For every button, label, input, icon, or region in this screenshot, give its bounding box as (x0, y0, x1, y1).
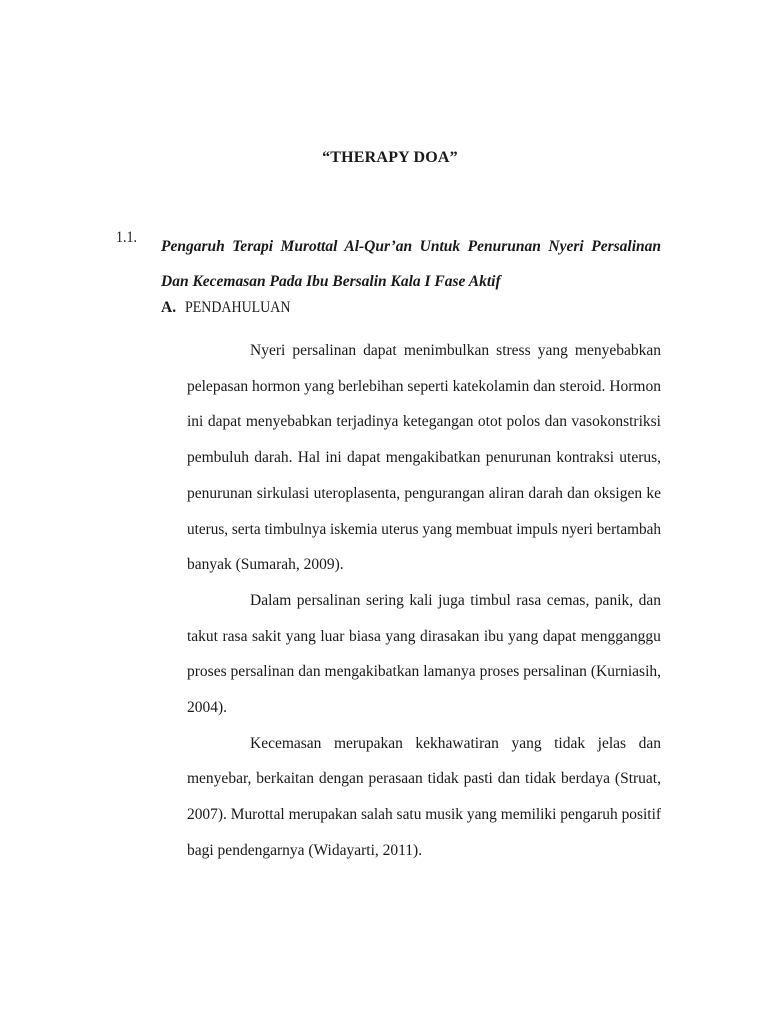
paragraph-line: banyak (Sumarah, 2009). (187, 556, 344, 574)
subsection-heading (161, 299, 302, 317)
paragraph-line: Kecemasan merupakan kekhawatiran yang tidak jelas dan (250, 734, 661, 752)
paragraph-line: menyebar, berkaitan dengan perasaan tidak pasti dan tidak berdaya (Struat, (187, 770, 661, 788)
body-text (187, 333, 661, 869)
paragraph-line: 2004). (187, 699, 228, 717)
paragraph-line: uterus, serta timbulnya iskemia uterus yang membuat impuls nyeri bertambah (187, 520, 661, 538)
paragraph-line: penurunan sirkulasi uteroplasenta, pengurangan aliran darah dan oksigen ke (187, 484, 661, 502)
paragraph-line: pelepasan hormon yang berlebihan seperti katekolamin dan steroid. Hormon (187, 377, 661, 395)
paragraph-line: ini dapat menyebabkan terjadinya ketegangan otot polos dan vasokonstriksi (187, 413, 661, 431)
paragraph-line: takut rasa sakit yang luar biasa yang dirasakan ibu yang dapat mengganggu (187, 627, 661, 645)
paragraph-line: bagi pendengarnya (Widayarti, 2011). (187, 841, 423, 859)
paragraph-line: pembuluh darah. Hal ini dapat mengakibatkan penurunan kontraksi uterus, (187, 449, 661, 467)
paragraph (187, 583, 661, 726)
section-number: 1.1. (116, 229, 137, 246)
subsection-label: PENDAHULUAN (185, 299, 291, 316)
document-title: “THERAPY DOA” (322, 149, 458, 166)
paragraph (187, 726, 661, 869)
paragraph-line: proses persalinan dan mengakibatkan lamanya proses persalinan (Kurniasih, (187, 663, 661, 681)
subsection-letter: A. (161, 299, 177, 316)
paragraph-line: Nyeri persalinan dapat menimbulkan stress yang menyebabkan (250, 342, 661, 359)
section-heading: Pengaruh Terapi Murottal Al-Qur’an Untuk Penurunan Nyeri Persalinan Dan Kecemasan Pada Ibu Bersalin Kala I Fase Aktif (161, 238, 661, 290)
paragraph (187, 333, 661, 583)
paragraph-line: 2007). Murottal merupakan salah satu musik yang memiliki pengaruh positif (187, 806, 661, 824)
paragraph-line: Dalam persalinan sering kali juga timbul rasa cemas, panik, dan (250, 591, 661, 609)
